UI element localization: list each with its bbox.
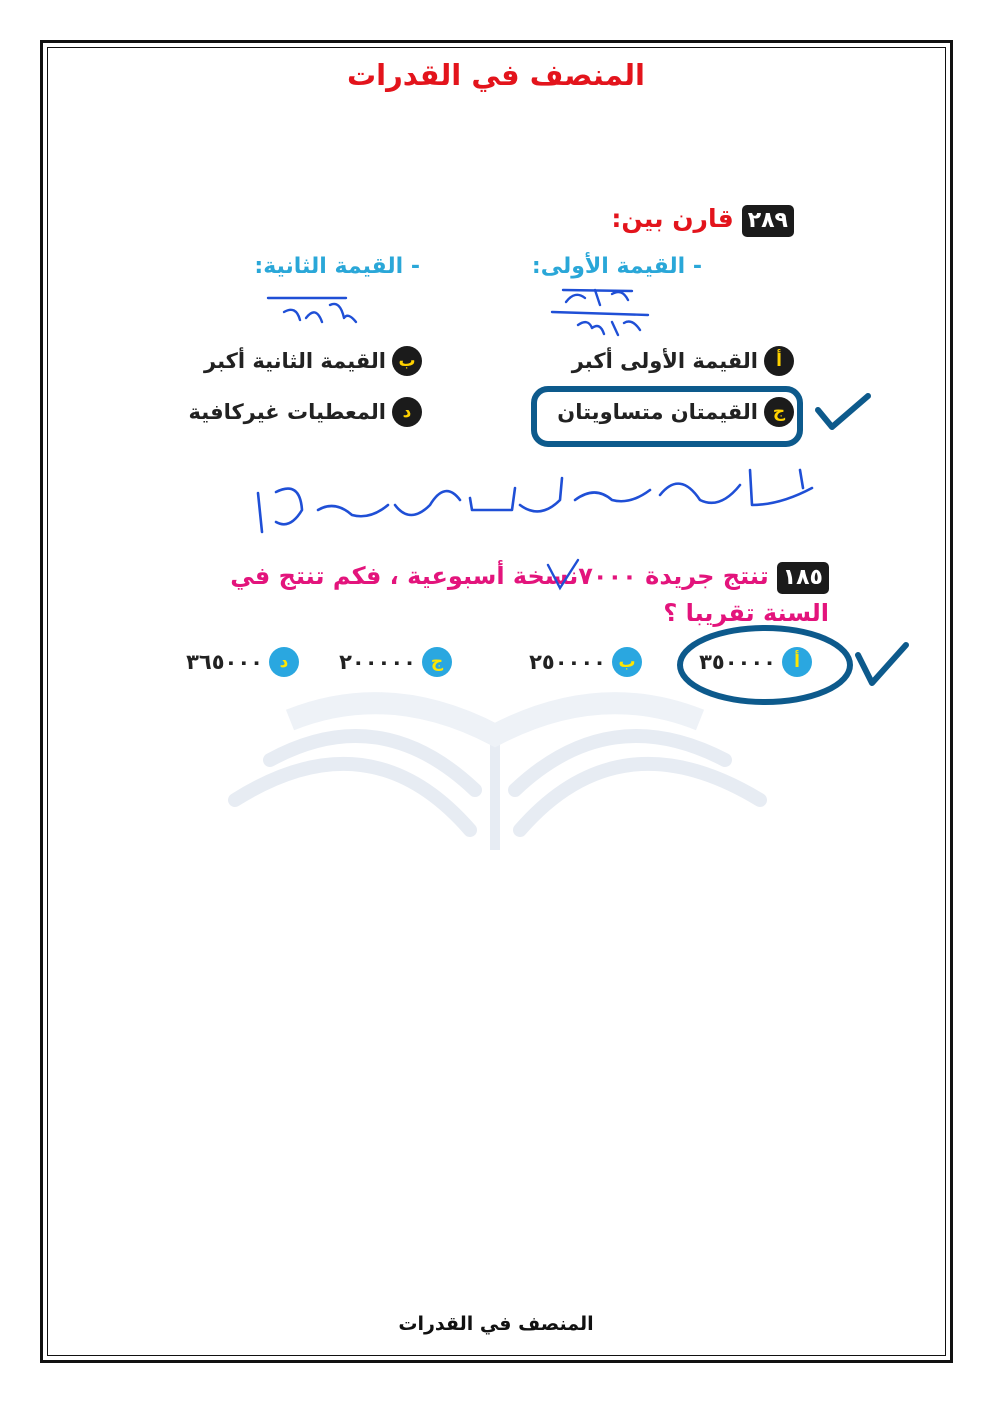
question-prompt: قارن بين: xyxy=(611,204,734,233)
option-letter: ج xyxy=(764,397,794,427)
option-letter: د xyxy=(269,647,299,677)
option-text: ٢٠٠٠٠٠ xyxy=(339,650,416,674)
second-quantity-label: - القيمة الثانية: xyxy=(254,254,420,279)
page-title: المنصف في القدرات xyxy=(347,58,645,92)
option-text: ٢٥٠٠٠٠ xyxy=(529,650,606,674)
handwritten-note xyxy=(258,470,812,532)
option-letter: أ xyxy=(764,346,794,376)
fraction-bar xyxy=(552,312,648,315)
option-letter: ب xyxy=(612,647,642,677)
answer-circle-185 xyxy=(680,628,850,702)
option-letter: د xyxy=(392,397,422,427)
fraction-numerator-digits xyxy=(566,290,628,305)
question-text-number: ٧٠٠٠ xyxy=(578,562,637,590)
option-text: ٣٦٥٠٠٠ xyxy=(186,650,263,674)
answer-circle-289 xyxy=(534,389,800,444)
check-icon xyxy=(858,645,906,683)
first-quantity-label: - القيمة الأولى: xyxy=(531,254,702,279)
fraction-denominator-digits xyxy=(578,322,640,335)
question-number-badge: ١٨٥ xyxy=(777,562,829,594)
fraction-numerator-strokes xyxy=(563,290,632,291)
option-text: القيمة الأولى أكبر xyxy=(571,349,758,373)
page-footer: المنصف في القدرات xyxy=(398,1313,594,1335)
question-text-part1: تنتج جريدة xyxy=(645,562,769,590)
option-letter: ب xyxy=(392,346,422,376)
option-letter: ج xyxy=(422,647,452,677)
option-text: المعطيات غيركافية xyxy=(188,400,386,424)
option-text: القيمة الثانية أكبر xyxy=(204,349,386,373)
option-text: ٣٥٠٠٠٠ xyxy=(699,650,776,674)
option-text: القيمتان متساويتان xyxy=(557,400,758,424)
second-value-digits xyxy=(284,304,356,322)
check-icon xyxy=(818,396,868,427)
question-text-part2: نسخة أسبوعية ، فكم تنتج في السنة تقريبا ؟ xyxy=(230,562,829,627)
question-number-badge: ٢٨٩ xyxy=(742,205,794,237)
check-icon xyxy=(548,560,578,588)
option-letter: أ xyxy=(782,647,812,677)
